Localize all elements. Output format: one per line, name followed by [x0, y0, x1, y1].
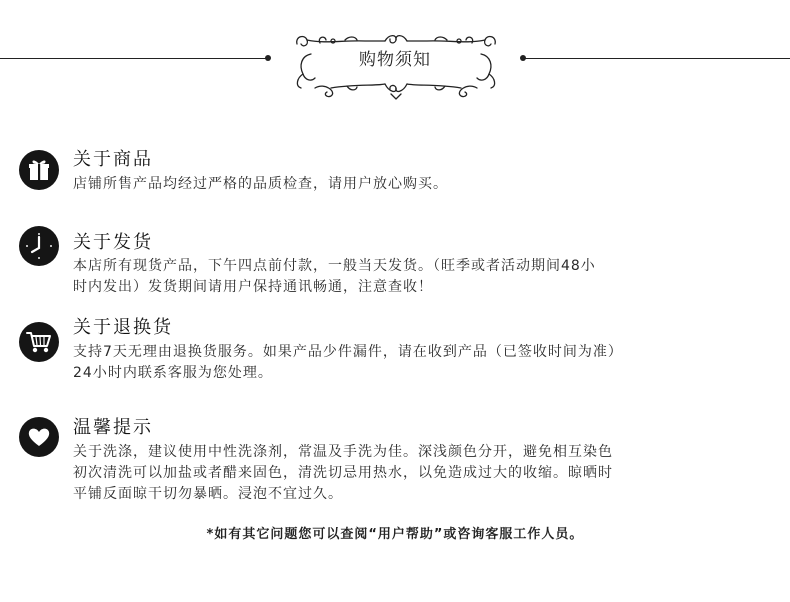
section-body-shipping — [73, 256, 773, 298]
header-divider-right — [523, 58, 790, 59]
section-title-returns: 关于退换货 — [73, 317, 173, 338]
section-line: 支持7天无理由退换货服务。如果产品少件漏件，请在收到产品（已签收时间为准） — [73, 344, 623, 360]
section-line: 平铺反面晾干切勿暴晒。浸泡不宜过久。 — [73, 486, 343, 502]
section-line: 关于洗涤，建议使用中性洗涤剂，常温及手洗为佳。深浅颜色分开，避免相互染色 — [73, 444, 613, 460]
section-body-returns — [73, 342, 773, 384]
section-line: 初次清洗可以加盐或者醋来固色，清洗切忌用热水，以免造成过大的收缩。晾晒时 — [73, 465, 613, 481]
section-title-tips: 温馨提示 — [73, 417, 153, 438]
heart-icon — [19, 417, 59, 457]
section-title-shipping: 关于发货 — [73, 232, 153, 253]
section-line: 24小时内联系客服为您处理。 — [73, 365, 273, 381]
section-title-product: 关于商品 — [73, 149, 153, 170]
section-line: 店铺所售产品均经过严格的品质检查，请用户放心购买。 — [73, 176, 448, 192]
header-divider-left — [0, 58, 268, 59]
section-body-tips — [73, 442, 773, 505]
clock-icon — [19, 226, 59, 266]
section-line: 时内发出）发货期间请用户保持通讯畅通，注意查收！ — [73, 279, 433, 295]
header-dot-right — [520, 55, 526, 61]
section-line: 本店所有现货产品，下午四点前付款，一般当天发货。（旺季或者活动期间48小 — [73, 258, 596, 274]
gift-box-icon — [19, 150, 59, 190]
shopping-cart-icon — [19, 322, 59, 362]
section-body-product — [73, 174, 773, 195]
header-dot-left — [265, 55, 271, 61]
page-title: 购物须知 — [359, 50, 431, 70]
footer-note: *如有其它问题您可以查阅“用户帮助”或咨询客服工作人员。 — [206, 527, 584, 542]
